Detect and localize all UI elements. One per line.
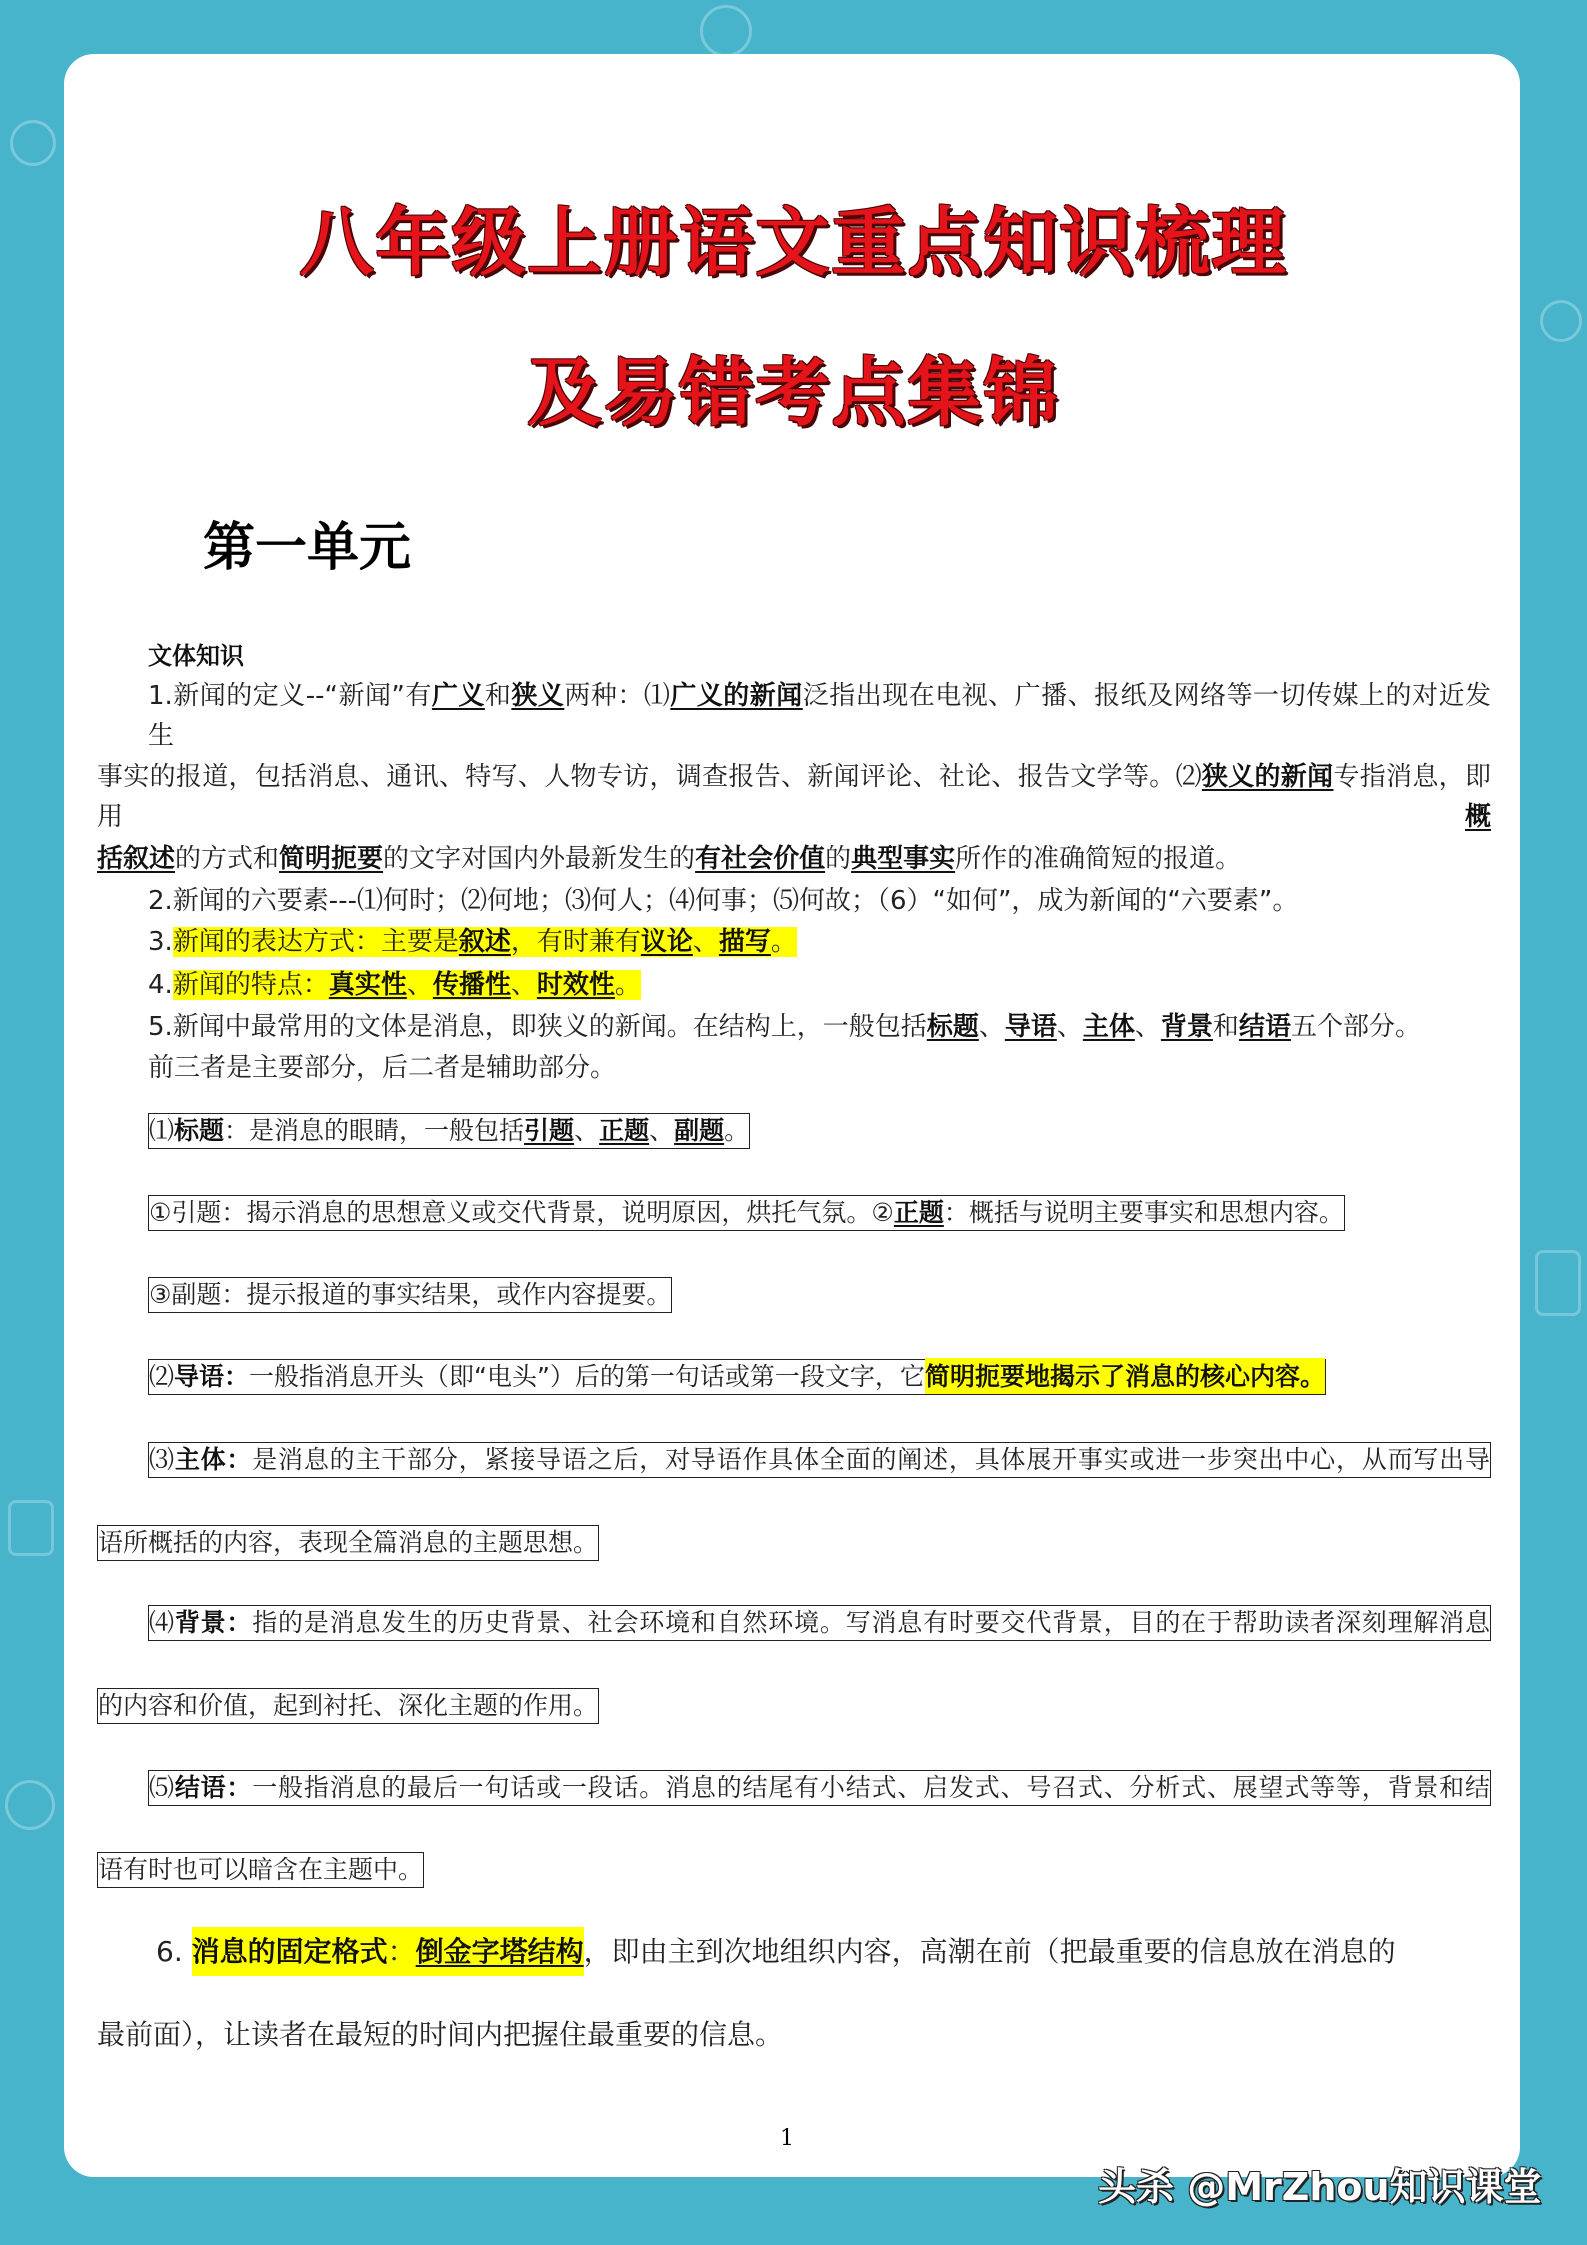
highlighted-text: 叙述 (458, 927, 511, 957)
highlighted-text: 、 (510, 970, 537, 1000)
page-number: 1 (780, 2126, 794, 2151)
boxed-line (148, 1442, 1491, 1478)
text-segment: 事实的报道，包括消息、通讯、特写、人物专访，调查报告、新闻评论、社论、报告文学等。⑵ (97, 762, 1202, 792)
highlighted-text: 真实性 (328, 970, 407, 1000)
text-segment: 3. (148, 927, 173, 957)
key-term: 背景 (1160, 1012, 1213, 1042)
text-segment: 一般指消息的最后一句话或一段话。消息的结尾有小结式、启发式、号召式、分析式、展望式等等，背景和结 (252, 1772, 1490, 1802)
key-term: 括叙述 (97, 844, 176, 874)
key-term: 结语： (174, 1772, 253, 1802)
key-term: 导语： (174, 1361, 250, 1391)
text-segment: ：是消息的眼睛，一般包括 (224, 1115, 525, 1145)
highlighted-text: 时效性 (536, 970, 615, 1000)
highlighted-text: 议论 (640, 927, 693, 957)
text-segment: ⑶ (149, 1444, 175, 1474)
paragraph-line (148, 676, 1491, 756)
text-segment: 的 (825, 844, 852, 874)
highlighted-text: 描写 (718, 927, 771, 957)
text-segment: 1.新闻的定义--“新闻”有 (148, 681, 432, 711)
text-segment: 5.新闻中最常用的文体是消息，即狭义的新闻。在结构上，一般包括 (148, 1012, 927, 1042)
text-segment: ⑵ (149, 1361, 175, 1391)
text-segment: 最前面），让读者在最短的时间内把握住最重要的信息。 (97, 2018, 784, 2051)
highlighted-text: 新闻的特点： (172, 970, 329, 1000)
key-term: 简明扼要 (279, 844, 384, 874)
key-term: 背景： (174, 1607, 253, 1637)
text-segment: ⑷ (149, 1607, 175, 1637)
boxed-line (97, 1525, 599, 1561)
text-segment: 指的是消息发生的历史背景、社会环境和自然环境。写消息有时要交代背景，目的在于帮助读者深刻理解消息 (252, 1607, 1490, 1637)
text-segment: 4. (148, 970, 173, 1000)
text-segment: 的方式和 (175, 844, 280, 874)
text-segment: ，即由主到次地组织内容，高潮在前（把最重要的信息放在消息的 (583, 1935, 1396, 1968)
document-title-line2: 及易错考点集锦 (527, 350, 1060, 436)
paragraph-line (148, 1007, 1421, 1047)
highlighted-text: 新闻的表达方式：主要是 (172, 927, 459, 957)
boxed-line (148, 1359, 1326, 1395)
key-term: 标题 (174, 1115, 225, 1145)
text-segment: 前三者是主要部分，后二者是辅助部分。 (148, 1053, 617, 1083)
key-term: 结语 (1238, 1012, 1291, 1042)
highlighted-text: ，有时兼有 (510, 927, 641, 957)
unit-heading: 第一单元 (203, 518, 412, 578)
text-segment: 专指消息，即用 (97, 762, 1491, 832)
key-term: 典型事实 (851, 844, 956, 874)
highlighted-text: 倒金字塔结构 (416, 1927, 584, 1976)
paragraph-line (148, 1048, 616, 1088)
highlighted-text: 、 (406, 970, 433, 1000)
text-segment: 的内容和价值，起到衬托、深化主题的作用。 (98, 1690, 599, 1720)
text-segment: 、 (1134, 1012, 1161, 1042)
key-term: 副题 (674, 1115, 725, 1145)
boxed-line (148, 1195, 1345, 1231)
text-segment: ⑸ (149, 1772, 175, 1802)
highlighted-text: 、 (692, 927, 719, 957)
paragraph-line (148, 965, 641, 1005)
text-segment: 一般指消息开头（即“电头”）后的第一句话或第一段文字，它 (249, 1361, 925, 1391)
text-segment: 、 (649, 1115, 675, 1145)
text-segment: 、 (574, 1115, 600, 1145)
key-term: 狭义 (511, 681, 565, 711)
key-term: 有社会价值 (695, 844, 826, 874)
item-6-line (156, 1924, 1396, 1980)
key-term: 狭义的新闻 (1201, 762, 1334, 792)
highlighted-text: 传播性 (432, 970, 511, 1000)
highlighted-text: 。 (614, 970, 641, 1000)
text-segment: 语所概括的内容，表现全篇消息的主题思想。 (98, 1527, 599, 1557)
key-term: 主体： (174, 1444, 253, 1474)
key-term: 正题 (893, 1197, 944, 1227)
boxed-line (148, 1277, 672, 1313)
text-segment: 和 (484, 681, 512, 711)
text-segment: 两种：⑴ (564, 681, 671, 711)
text-segment: 所作的准确简短的报道。 (955, 844, 1242, 874)
section-heading (148, 636, 244, 676)
key-term: 引题 (524, 1115, 575, 1145)
key-term: 概 (1464, 802, 1491, 832)
key-term: 文体知识 (148, 642, 244, 670)
text-segment: 泛指出现在电视、广播、报纸及网络等一切传媒上的对近发生 (148, 681, 1491, 751)
key-term: 标题 (926, 1012, 979, 1042)
text-segment: 6. (156, 1935, 192, 1968)
paragraph-line (97, 839, 1241, 879)
boxed-line (148, 1605, 1491, 1641)
key-term: 主体 (1082, 1012, 1135, 1042)
text-segment: 、 (1056, 1012, 1083, 1042)
text-segment: 是消息的主干部分，紧接导语之后，对导语作具体全面的阐述，具体展开事实或进一步突出中心，从而写出导 (252, 1444, 1490, 1474)
text-segment: ：概括与说明主要事实和思想内容。 (943, 1197, 1344, 1227)
boxed-line (97, 1688, 599, 1724)
key-term: 广义的新闻 (670, 681, 803, 711)
text-segment: ①引题：揭示消息的思想意义或交代背景，说明原因，烘托气氛。② (149, 1197, 894, 1227)
key-term: 正题 (599, 1115, 650, 1145)
paragraph-line (97, 757, 1491, 837)
key-term: 导语 (1004, 1012, 1057, 1042)
text-segment: 、 (978, 1012, 1005, 1042)
highlighted-text: ： (388, 1927, 416, 1976)
text-segment: ③副题：提示报道的事实结果，或作内容提要。 (149, 1279, 672, 1309)
paragraph-line (148, 881, 1298, 921)
text-segment: 的文字对国内外最新发生的 (383, 844, 696, 874)
watermark: 头杀 @MrZhou知识课堂 (1098, 2165, 1542, 2209)
text-segment: 2.新闻的六要素---⑴何时；⑵何地；⑶何人；⑷何事；⑸何故；（6）“如何”，成为新闻的“六要素”。 (148, 886, 1299, 916)
text-segment: 。 (724, 1115, 750, 1145)
text-segment: 语有时也可以暗含在主题中。 (98, 1854, 424, 1884)
boxed-line (97, 1852, 424, 1888)
text-segment: ⑴ (149, 1115, 175, 1145)
boxed-line (148, 1770, 1491, 1806)
paragraph-line (148, 922, 797, 962)
item-6-line (97, 2015, 783, 2055)
text-segment: 五个部分。 (1290, 1012, 1421, 1042)
document-title-line1: 八年级上册语文重点知识梳理 (299, 200, 1288, 286)
key-term: 广义 (431, 681, 485, 711)
highlighted-text: 消息的固定格式 (192, 1927, 388, 1976)
text-segment: 和 (1212, 1012, 1239, 1042)
boxed-line (148, 1113, 750, 1149)
highlighted-text: 简明扼要地揭示了消息的核心内容。 (925, 1358, 1325, 1394)
highlighted-text: 。 (770, 927, 797, 957)
